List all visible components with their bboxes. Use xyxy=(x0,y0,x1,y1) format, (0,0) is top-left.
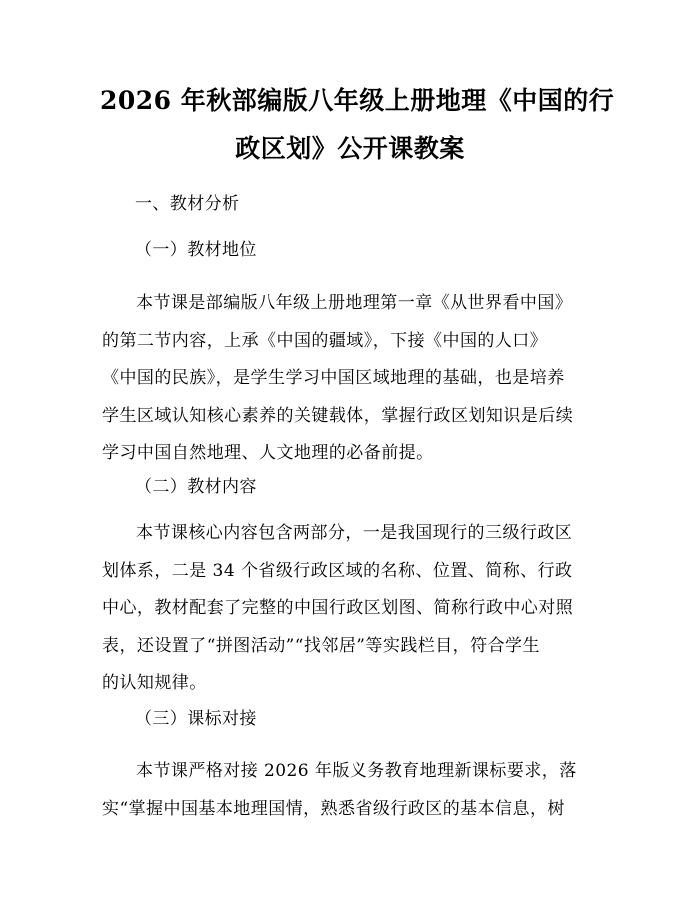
paragraph-line: 表，还设置了“拼图活动”“找邻居”等实践栏目，符合学生 xyxy=(102,635,540,656)
paragraph-line: 的第二节内容，上承《中国的疆域》，下接《中国的人口》 xyxy=(102,330,548,351)
paragraph-line: 本节课核心内容包含两部分，一是我国现行的三级行政区 xyxy=(136,523,573,543)
document-title-line-1: 2026 年秋部编版八年级上册地理《中国的行 xyxy=(100,86,615,115)
paragraph-line: 实“掌握中国基本地理国情，熟悉省级行政区的基本信息，树 xyxy=(102,798,565,819)
paragraph-textbook-position xyxy=(102,285,602,473)
paragraph-line: 学习中国自然地理、人文地理的必备前提。 xyxy=(102,443,434,463)
paragraph-line: 本节课是部编版八年级上册地理第一章《从世界看中国》 xyxy=(136,293,573,313)
subheading-textbook-content: （二）教材内容 xyxy=(135,477,257,497)
section-heading-textbook-analysis: 一、教材分析 xyxy=(135,194,240,214)
subheading-curriculum-alignment: （三）课标对接 xyxy=(135,709,257,729)
document-title-line-2: 政区划》公开课教案 xyxy=(235,134,465,163)
paragraph-line: 的认知规律。 xyxy=(102,673,207,693)
paragraph-line: 中心，教材配套了完整的中国行政区划图、简称行政中心对照 xyxy=(102,598,574,618)
paragraph-line: 本节课严格对接 2026 年版义务教育地理新课标要求，落 xyxy=(136,761,577,781)
paragraph-line: 划体系，二是 34 个省级行政区域的名称、位置、简称、行政 xyxy=(102,560,573,581)
paragraph-curriculum-alignment xyxy=(102,753,602,828)
paragraph-line: 学生区域认知核心素养的关键载体，掌握行政区划知识是后续 xyxy=(102,405,574,426)
paragraph-textbook-content xyxy=(102,515,602,703)
subheading-textbook-position: （一）教材地位 xyxy=(135,240,257,260)
paragraph-line: 《中国的民族》，是学生学习中国区域地理的基础，也是培养 xyxy=(102,368,565,388)
